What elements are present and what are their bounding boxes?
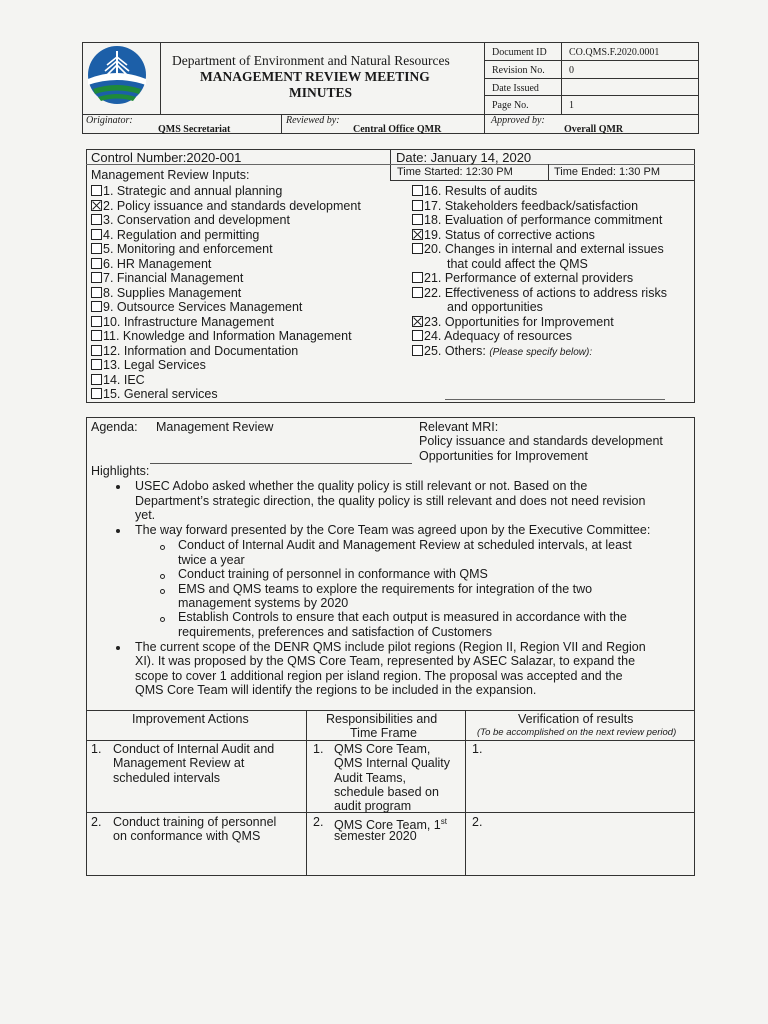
highlight-3-line3: scope to cover 1 additional region per island region. The proposal was accepted and the bbox=[135, 669, 623, 683]
actions-table-top bbox=[86, 710, 695, 711]
highlight-3-line2: XI). It was proposed by the QMS Core Team, represented by ASEC Salazar, to expand the bbox=[135, 654, 636, 668]
mri-input-item bbox=[91, 242, 273, 256]
mri-input-label: 11. Knowledge and Information Management bbox=[103, 329, 352, 343]
mri-input-item bbox=[412, 228, 595, 242]
checkbox-icon[interactable] bbox=[412, 200, 423, 211]
mri-input-label: 20. Changes in internal and external issues bbox=[424, 242, 664, 256]
mri-input-item bbox=[91, 184, 282, 198]
sub-item-3-line1: EMS and QMS teams to explore the requirements for integration of the two bbox=[178, 582, 593, 596]
sub-item-2-line1: Conduct training of personnel in conformance with QMS bbox=[178, 567, 488, 581]
denr-logo-icon bbox=[85, 45, 149, 109]
meeting-date: Date: January 14, 2020 bbox=[396, 150, 532, 165]
mri-item-1: Policy issuance and standards development bbox=[419, 434, 663, 448]
approved-value: Overall QMR bbox=[564, 124, 624, 135]
col-verification-l2: (To be accomplished on the next review period) bbox=[477, 727, 677, 738]
highlight-1-line2: Department’s strategic direction, the quality policy is still relevant and does not need revision bbox=[135, 494, 646, 508]
checkbox-icon[interactable] bbox=[91, 388, 102, 399]
checkbox-icon[interactable] bbox=[91, 258, 102, 269]
mri-input-label: 18. Evaluation of performance commitment bbox=[424, 213, 663, 227]
mri-input-label: 15. General services bbox=[103, 387, 218, 401]
mri-input-label: 19. Status of corrective actions bbox=[424, 227, 595, 242]
row2-resp-l2: semester 2020 bbox=[334, 829, 417, 843]
checkbox-icon[interactable] bbox=[91, 359, 102, 370]
doc-title-line1: MANAGEMENT REVIEW MEETING bbox=[200, 69, 430, 84]
checkbox-icon[interactable] bbox=[91, 185, 102, 196]
mri-input-label: 8. Supplies Management bbox=[103, 285, 242, 300]
sub-item-3-line2: management systems by 2020 bbox=[178, 596, 349, 610]
mri-input-item bbox=[412, 286, 667, 300]
row2-verification: 2. bbox=[472, 815, 483, 829]
checkbox-icon[interactable] bbox=[91, 214, 102, 225]
mri-input-item bbox=[91, 257, 211, 271]
checkbox-icon[interactable] bbox=[412, 345, 423, 356]
highlight-2-line1: The way forward presented by the Core Team was agreed upon by the Executive Committee: bbox=[135, 523, 651, 537]
mri-input-label: 22. Effectiveness of actions to address risks bbox=[424, 285, 667, 300]
mri-input-label: 16. Results of audits bbox=[424, 184, 538, 198]
col-verification-l1: Verification of results bbox=[518, 712, 634, 726]
mri-input-item bbox=[91, 213, 290, 227]
checked-box-icon[interactable] bbox=[412, 316, 423, 327]
checked-box-icon[interactable] bbox=[91, 200, 102, 211]
checkbox-icon[interactable] bbox=[91, 316, 102, 327]
sub-item-1-line2: twice a year bbox=[178, 553, 245, 567]
mri-input-label: 21. Performance of external providers bbox=[424, 271, 634, 285]
sub-item-1-line1: Conduct of Internal Audit and Management Review at scheduled intervals, at least bbox=[178, 538, 632, 552]
mri-input-item bbox=[412, 213, 662, 227]
mri-input-label: 24. Adequacy of resources bbox=[424, 329, 573, 343]
mri-input-label: 4. Regulation and permitting bbox=[103, 227, 260, 242]
mri-input-label: 17. Stakeholders feedback/satisfaction bbox=[424, 198, 639, 213]
mri-input-item bbox=[91, 358, 206, 372]
row1-num: 1. bbox=[91, 742, 102, 756]
row1-action-l1: Conduct of Internal Audit and bbox=[113, 742, 275, 756]
mri-input-label: 10. Infrastructure Management bbox=[103, 314, 274, 329]
checkbox-icon[interactable] bbox=[412, 185, 423, 196]
mri-input-item bbox=[412, 329, 572, 343]
checkbox-icon[interactable] bbox=[412, 272, 423, 283]
mri-input-label: 25. Others: bbox=[424, 343, 490, 358]
page-value: 1 bbox=[569, 100, 574, 111]
reviewed-label: Reviewed by: bbox=[286, 115, 340, 126]
date-issued-label: Date Issued bbox=[492, 83, 539, 94]
mri-input-item bbox=[91, 344, 298, 358]
mri-input-item bbox=[91, 387, 218, 401]
agenda-value: Management Review bbox=[156, 420, 274, 434]
doc-id-value: CO.QMS.F.2020.0001 bbox=[569, 47, 660, 58]
mri-input-label: 5. Monitoring and enforcement bbox=[103, 242, 273, 256]
mri-input-item bbox=[412, 242, 664, 256]
row1-resp-l2: QMS Internal Quality bbox=[334, 756, 451, 770]
checked-box-icon[interactable] bbox=[412, 229, 423, 240]
mri-input-item bbox=[412, 344, 592, 360]
mri-input-continuation: and opportunities bbox=[447, 300, 543, 314]
mri-input-item bbox=[412, 271, 633, 285]
row1-verification: 1. bbox=[472, 742, 483, 756]
originator-value: QMS Secretariat bbox=[158, 124, 231, 135]
inputs-label: Management Review Inputs: bbox=[91, 168, 250, 182]
row1-resp-l1: QMS Core Team, bbox=[334, 742, 431, 756]
row2-action-l1: Conduct training of personnel bbox=[113, 815, 277, 829]
mri-input-label: 2. Policy issuance and standards development bbox=[103, 198, 361, 213]
mri-input-label: 23. Opportunities for Improvement bbox=[424, 314, 614, 329]
bullet-2 bbox=[116, 529, 120, 533]
mri-input-label: 1. Strategic and annual planning bbox=[103, 184, 283, 198]
checkbox-icon[interactable] bbox=[91, 243, 102, 254]
revision-label: Revision No. bbox=[492, 65, 545, 76]
mri-input-label: 7. Financial Management bbox=[103, 271, 244, 285]
checkbox-icon[interactable] bbox=[412, 287, 423, 298]
checkbox-icon[interactable] bbox=[91, 301, 102, 312]
sub-bullet-3 bbox=[160, 589, 165, 594]
row2-action-l2: on conformance with QMS bbox=[113, 829, 261, 843]
control-number: Control Number:2020-001 bbox=[91, 150, 242, 165]
row1-action-l3: scheduled intervals bbox=[113, 771, 221, 785]
bullet-3 bbox=[116, 646, 120, 650]
mri-input-item bbox=[91, 271, 243, 285]
time-ended: Time Ended: 1:30 PM bbox=[554, 166, 660, 178]
sub-item-4-line1: Establish Controls to ensure that each output is measured in accordance with the bbox=[178, 610, 627, 624]
mri-input-label: 14. IEC bbox=[103, 372, 145, 387]
highlight-1-line1: USEC Adobo asked whether the quality policy is still relevant or not. Based on the bbox=[135, 479, 588, 493]
row2-resp-sup: st bbox=[440, 817, 447, 826]
sub-bullet-1 bbox=[160, 545, 165, 550]
mri-input-label: 3. Conservation and development bbox=[103, 213, 290, 227]
mri-input-item bbox=[91, 315, 274, 329]
row1-action-l2: Management Review at bbox=[113, 756, 245, 770]
mri-input-item bbox=[91, 228, 259, 242]
checkbox-icon[interactable] bbox=[91, 330, 102, 341]
row2-num: 2. bbox=[91, 815, 102, 829]
mri-input-continuation: that could affect the QMS bbox=[447, 256, 588, 271]
mri-input-item bbox=[91, 373, 145, 387]
checkbox-icon[interactable] bbox=[412, 330, 423, 341]
org-name: Department of Environment and Natural Resources bbox=[172, 53, 450, 68]
checkbox-icon[interactable] bbox=[91, 272, 102, 283]
sub-bullet-4 bbox=[160, 617, 165, 622]
highlight-1-line3: yet. bbox=[135, 508, 156, 522]
mri-label: Relevant MRI: bbox=[419, 420, 499, 434]
mri-input-item bbox=[412, 315, 614, 329]
mri-input-label: 6. HR Management bbox=[103, 256, 212, 271]
originator-label: Originator: bbox=[86, 115, 133, 126]
agenda-label: Agenda: bbox=[91, 420, 138, 434]
mri-input-label: 9. Outsource Services Management bbox=[103, 300, 303, 314]
others-note: (Please specify below): bbox=[489, 346, 593, 358]
mri-input-item bbox=[91, 329, 352, 343]
checkbox-icon[interactable] bbox=[412, 243, 423, 254]
checkbox-icon[interactable] bbox=[91, 287, 102, 298]
row1-resp-l3: Audit Teams, bbox=[334, 771, 407, 785]
bullet-1 bbox=[116, 485, 120, 489]
row1-resp-l5: audit program bbox=[334, 799, 412, 813]
row2-resp-l1: QMS Core Team, 1st bbox=[334, 817, 447, 833]
highlights-label: Highlights: bbox=[91, 464, 150, 478]
mri-input-item bbox=[91, 286, 241, 300]
mri-input-item bbox=[91, 300, 302, 314]
row1-resp-num: 1. bbox=[313, 742, 324, 756]
checkbox-icon[interactable] bbox=[412, 214, 423, 225]
revision-value: 0 bbox=[569, 65, 574, 76]
sub-item-4-line2: requirements, preferences and satisfaction of Customers bbox=[178, 625, 493, 639]
mri-input-item bbox=[91, 199, 361, 213]
approved-label: Approved by: bbox=[491, 115, 545, 126]
time-started: Time Started: 12:30 PM bbox=[397, 166, 513, 178]
mri-input-item bbox=[412, 184, 537, 198]
sub-bullet-2 bbox=[160, 574, 165, 579]
mri-input-label: 13. Legal Services bbox=[103, 358, 206, 372]
reviewed-value: Central Office QMR bbox=[353, 124, 442, 135]
highlight-3-line1: The current scope of the DENR QMS include pilot regions (Region II, Region VII and Region bbox=[135, 640, 646, 654]
col-responsibilities-l2: Time Frame bbox=[350, 726, 417, 740]
row1-resp-l4: schedule based on bbox=[334, 785, 439, 799]
mri-input-item bbox=[412, 199, 638, 213]
col-responsibilities-l1: Responsibilities and bbox=[326, 712, 438, 726]
page-label: Page No. bbox=[492, 100, 529, 111]
checkbox-icon[interactable] bbox=[91, 345, 102, 356]
highlight-3-line4: QMS Core Team will identify the regions to be included in the expansion. bbox=[135, 683, 537, 697]
mri-input-label: 12. Information and Documentation bbox=[103, 343, 299, 358]
doc-id-label: Document ID bbox=[492, 47, 547, 58]
mri-item-2: Opportunities for Improvement bbox=[419, 449, 588, 463]
doc-title-line2: MINUTES bbox=[289, 85, 353, 100]
col-improvement-actions: Improvement Actions bbox=[132, 712, 249, 726]
checkbox-icon[interactable] bbox=[91, 229, 102, 240]
checkbox-icon[interactable] bbox=[91, 374, 102, 385]
row2-resp-num: 2. bbox=[313, 815, 324, 829]
